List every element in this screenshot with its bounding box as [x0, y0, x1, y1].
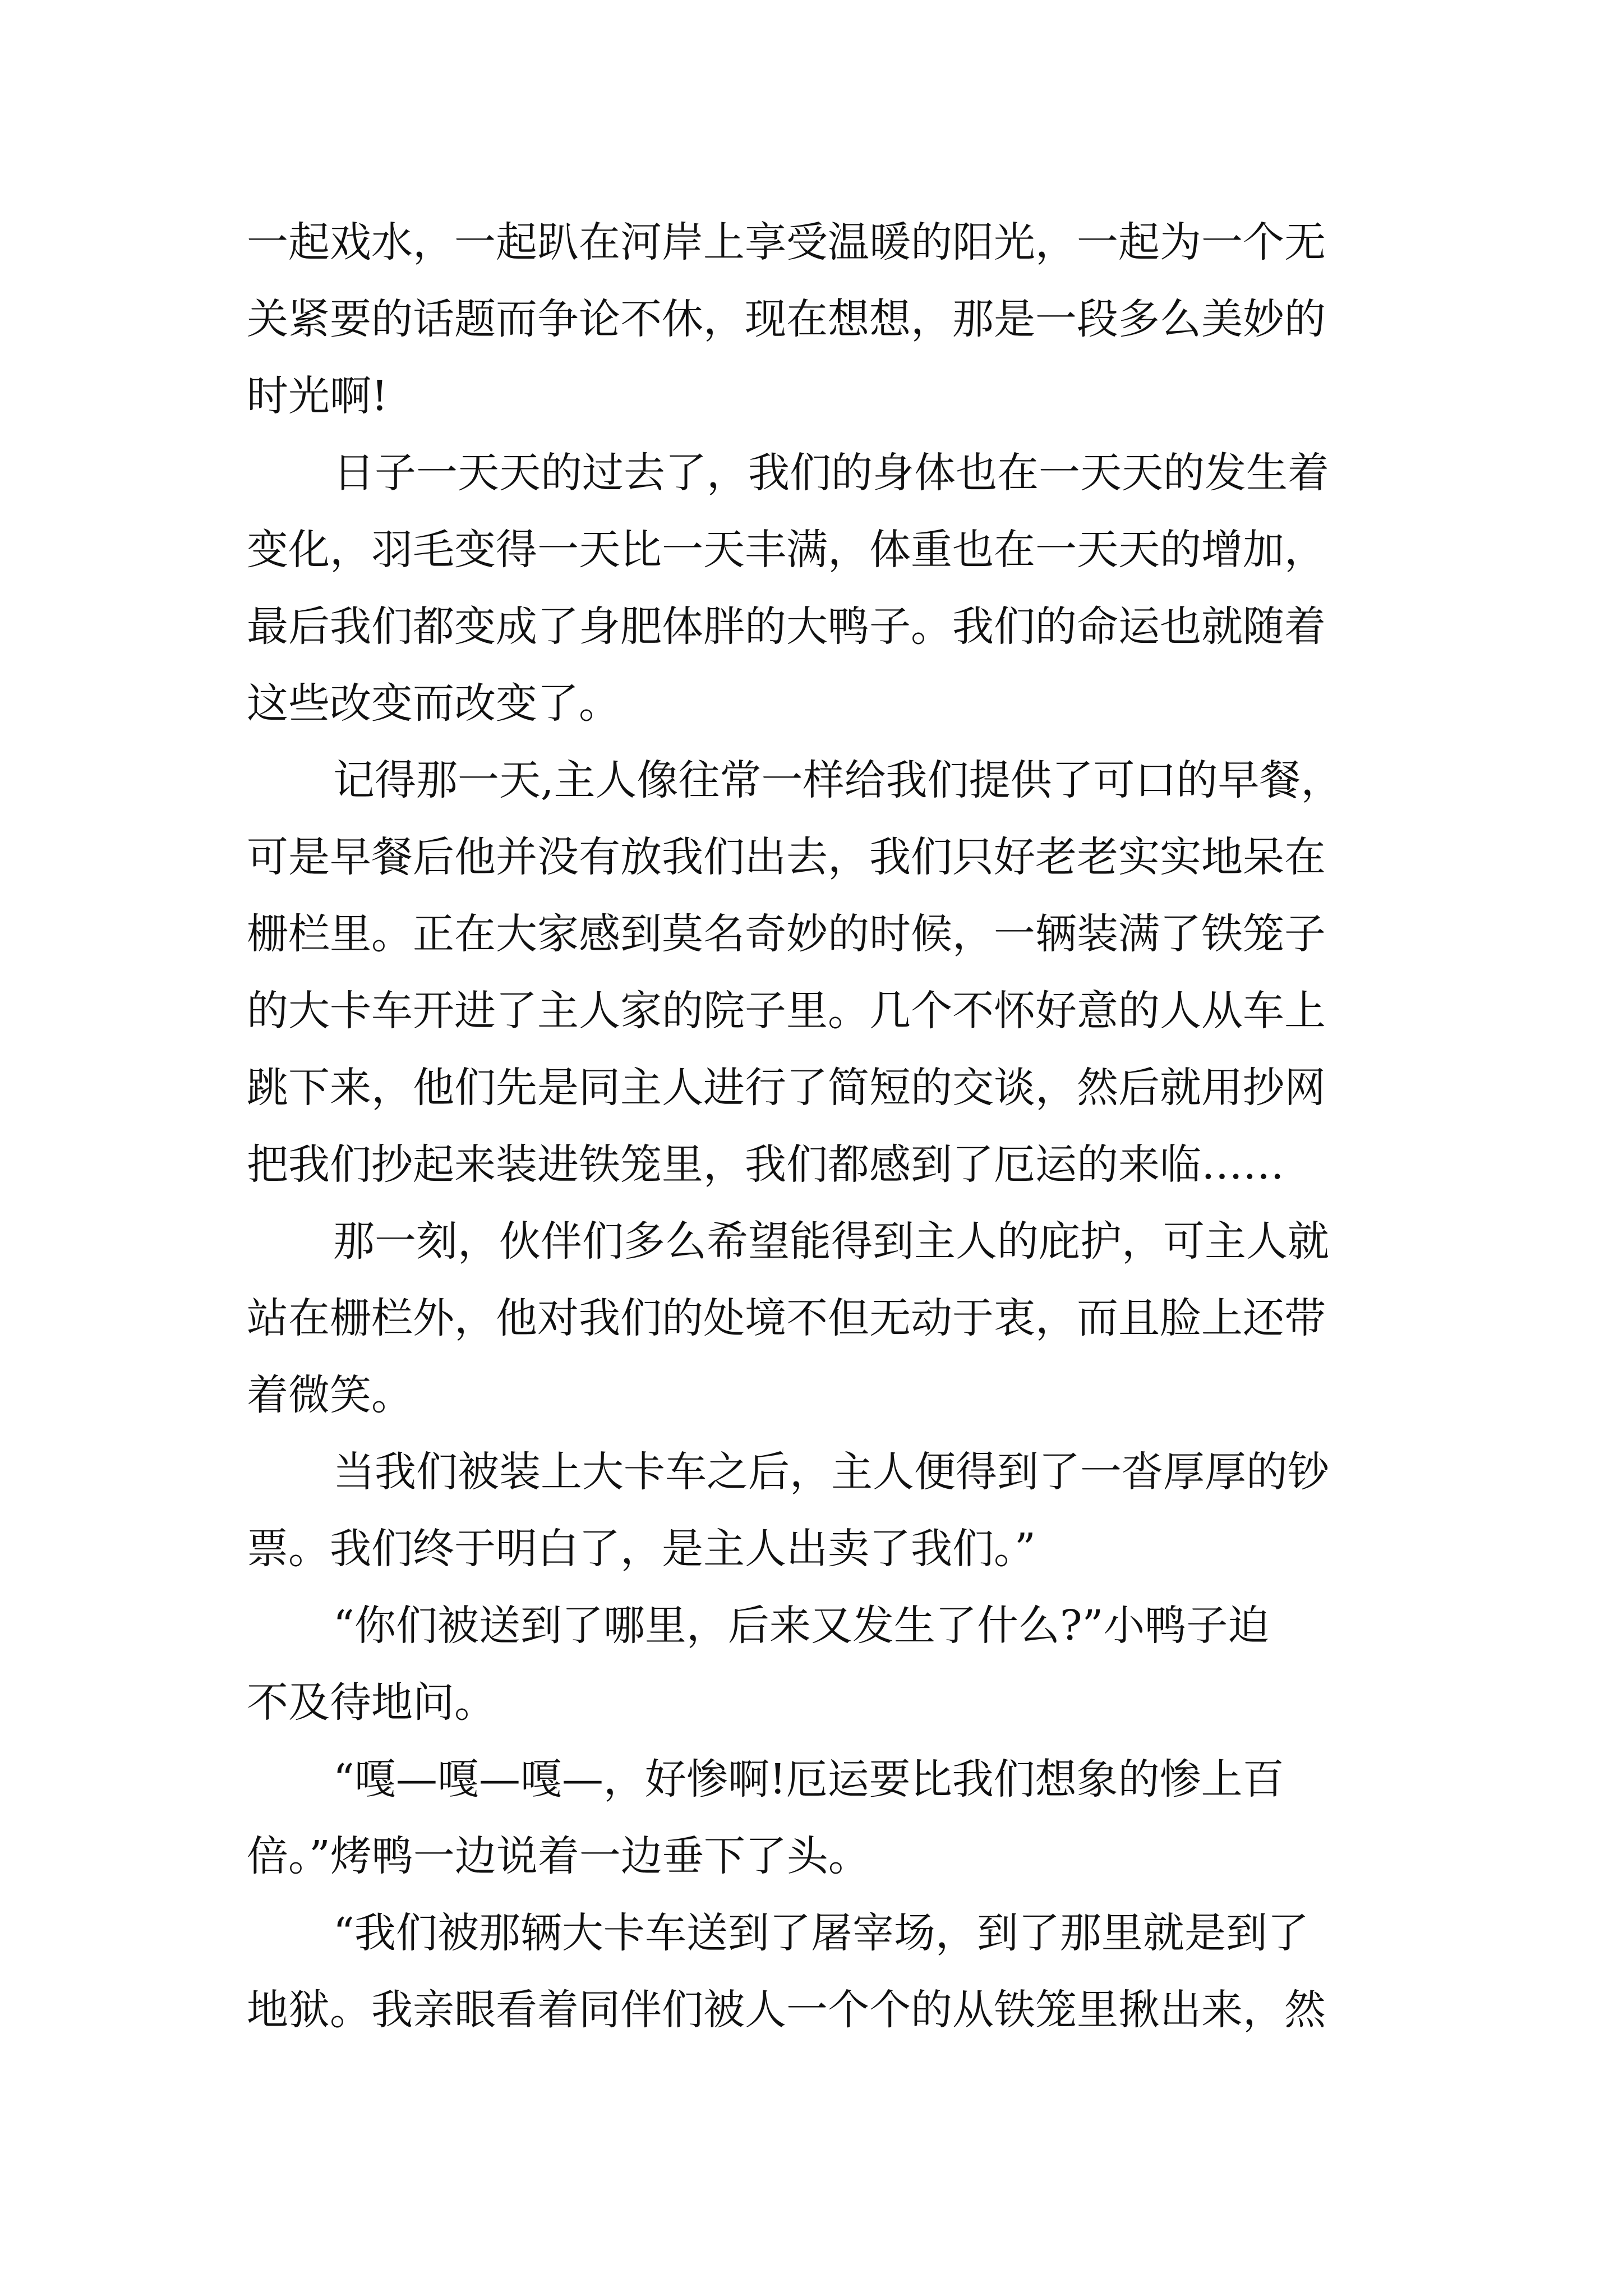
text-line: 最后我们都变成了身肥体胖的大鸭子。我们的命运也就随着 — [247, 602, 1326, 651]
paragraph-start-line: 记得那一天,主人像往常一样给我们提供了可口的早餐， — [333, 756, 1343, 804]
text-line: 把我们抄起来装进铁笼里，我们都感到了厄运的来临…… — [247, 1140, 1284, 1189]
text-line: 站在栅栏外，他对我们的处境不但无动于衷，而且脸上还带 — [247, 1294, 1326, 1342]
text-line: 倍。”烤鸭一边说着一边垂下了头。 — [247, 1832, 870, 1880]
text-line: 时光啊! — [247, 372, 388, 420]
text-line: 一起戏水，一起趴在河岸上享受温暖的阳光，一起为一个无 — [247, 218, 1326, 266]
paragraph-start-line: 日子一天天的过去了，我们的身体也在一天天的发生着 — [333, 449, 1329, 497]
text-line: 这些改变而改变了。 — [247, 679, 620, 728]
text-line: 的大卡车开进了主人家的院子里。几个不怀好意的人从车上 — [247, 987, 1326, 1035]
paragraph-start-line: “嘎—嘎—嘎—，好惨啊!厄运要比我们想象的惨上百 — [333, 1755, 1284, 1803]
paragraph-start-line: “你们被送到了哪里，后来又发生了什么?”小鸭子迫 — [333, 1602, 1270, 1650]
paragraph-start-line: 当我们被装上大卡车之后，主人便得到了一沓厚厚的钞 — [333, 1448, 1329, 1496]
text-line: 着微笑。 — [247, 1371, 413, 1419]
text-line: 可是早餐后他并没有放我们出去，我们只好老老实实地呆在 — [247, 833, 1326, 881]
text-line: 地狱。我亲眼看着同伴们被人一个个的从铁笼里揪出来，然 — [247, 1986, 1326, 2034]
text-line: 不及待地问。 — [247, 1678, 496, 1727]
text-line: 关紧要的话题而争论不休，现在想想，那是一段多么美妙的 — [247, 295, 1326, 343]
paragraph-start-line: 那一刻，伙伴们多么希望能得到主人的庇护，可主人就 — [333, 1217, 1329, 1266]
text-line: 变化，羽毛变得一天比一天丰满，体重也在一天天的增加， — [247, 526, 1326, 574]
paragraph-start-line: “我们被那辆大卡车送到了屠宰场，到了那里就是到了 — [333, 1909, 1309, 1957]
text-line: 票。我们终于明白了，是主人出卖了我们。” — [247, 1525, 1036, 1573]
text-line: 跳下来，他们先是同主人进行了简短的交谈，然后就用抄网 — [247, 1064, 1326, 1112]
text-line: 栅栏里。正在大家感到莫名奇妙的时候，一辆装满了铁笼子 — [247, 910, 1326, 958]
